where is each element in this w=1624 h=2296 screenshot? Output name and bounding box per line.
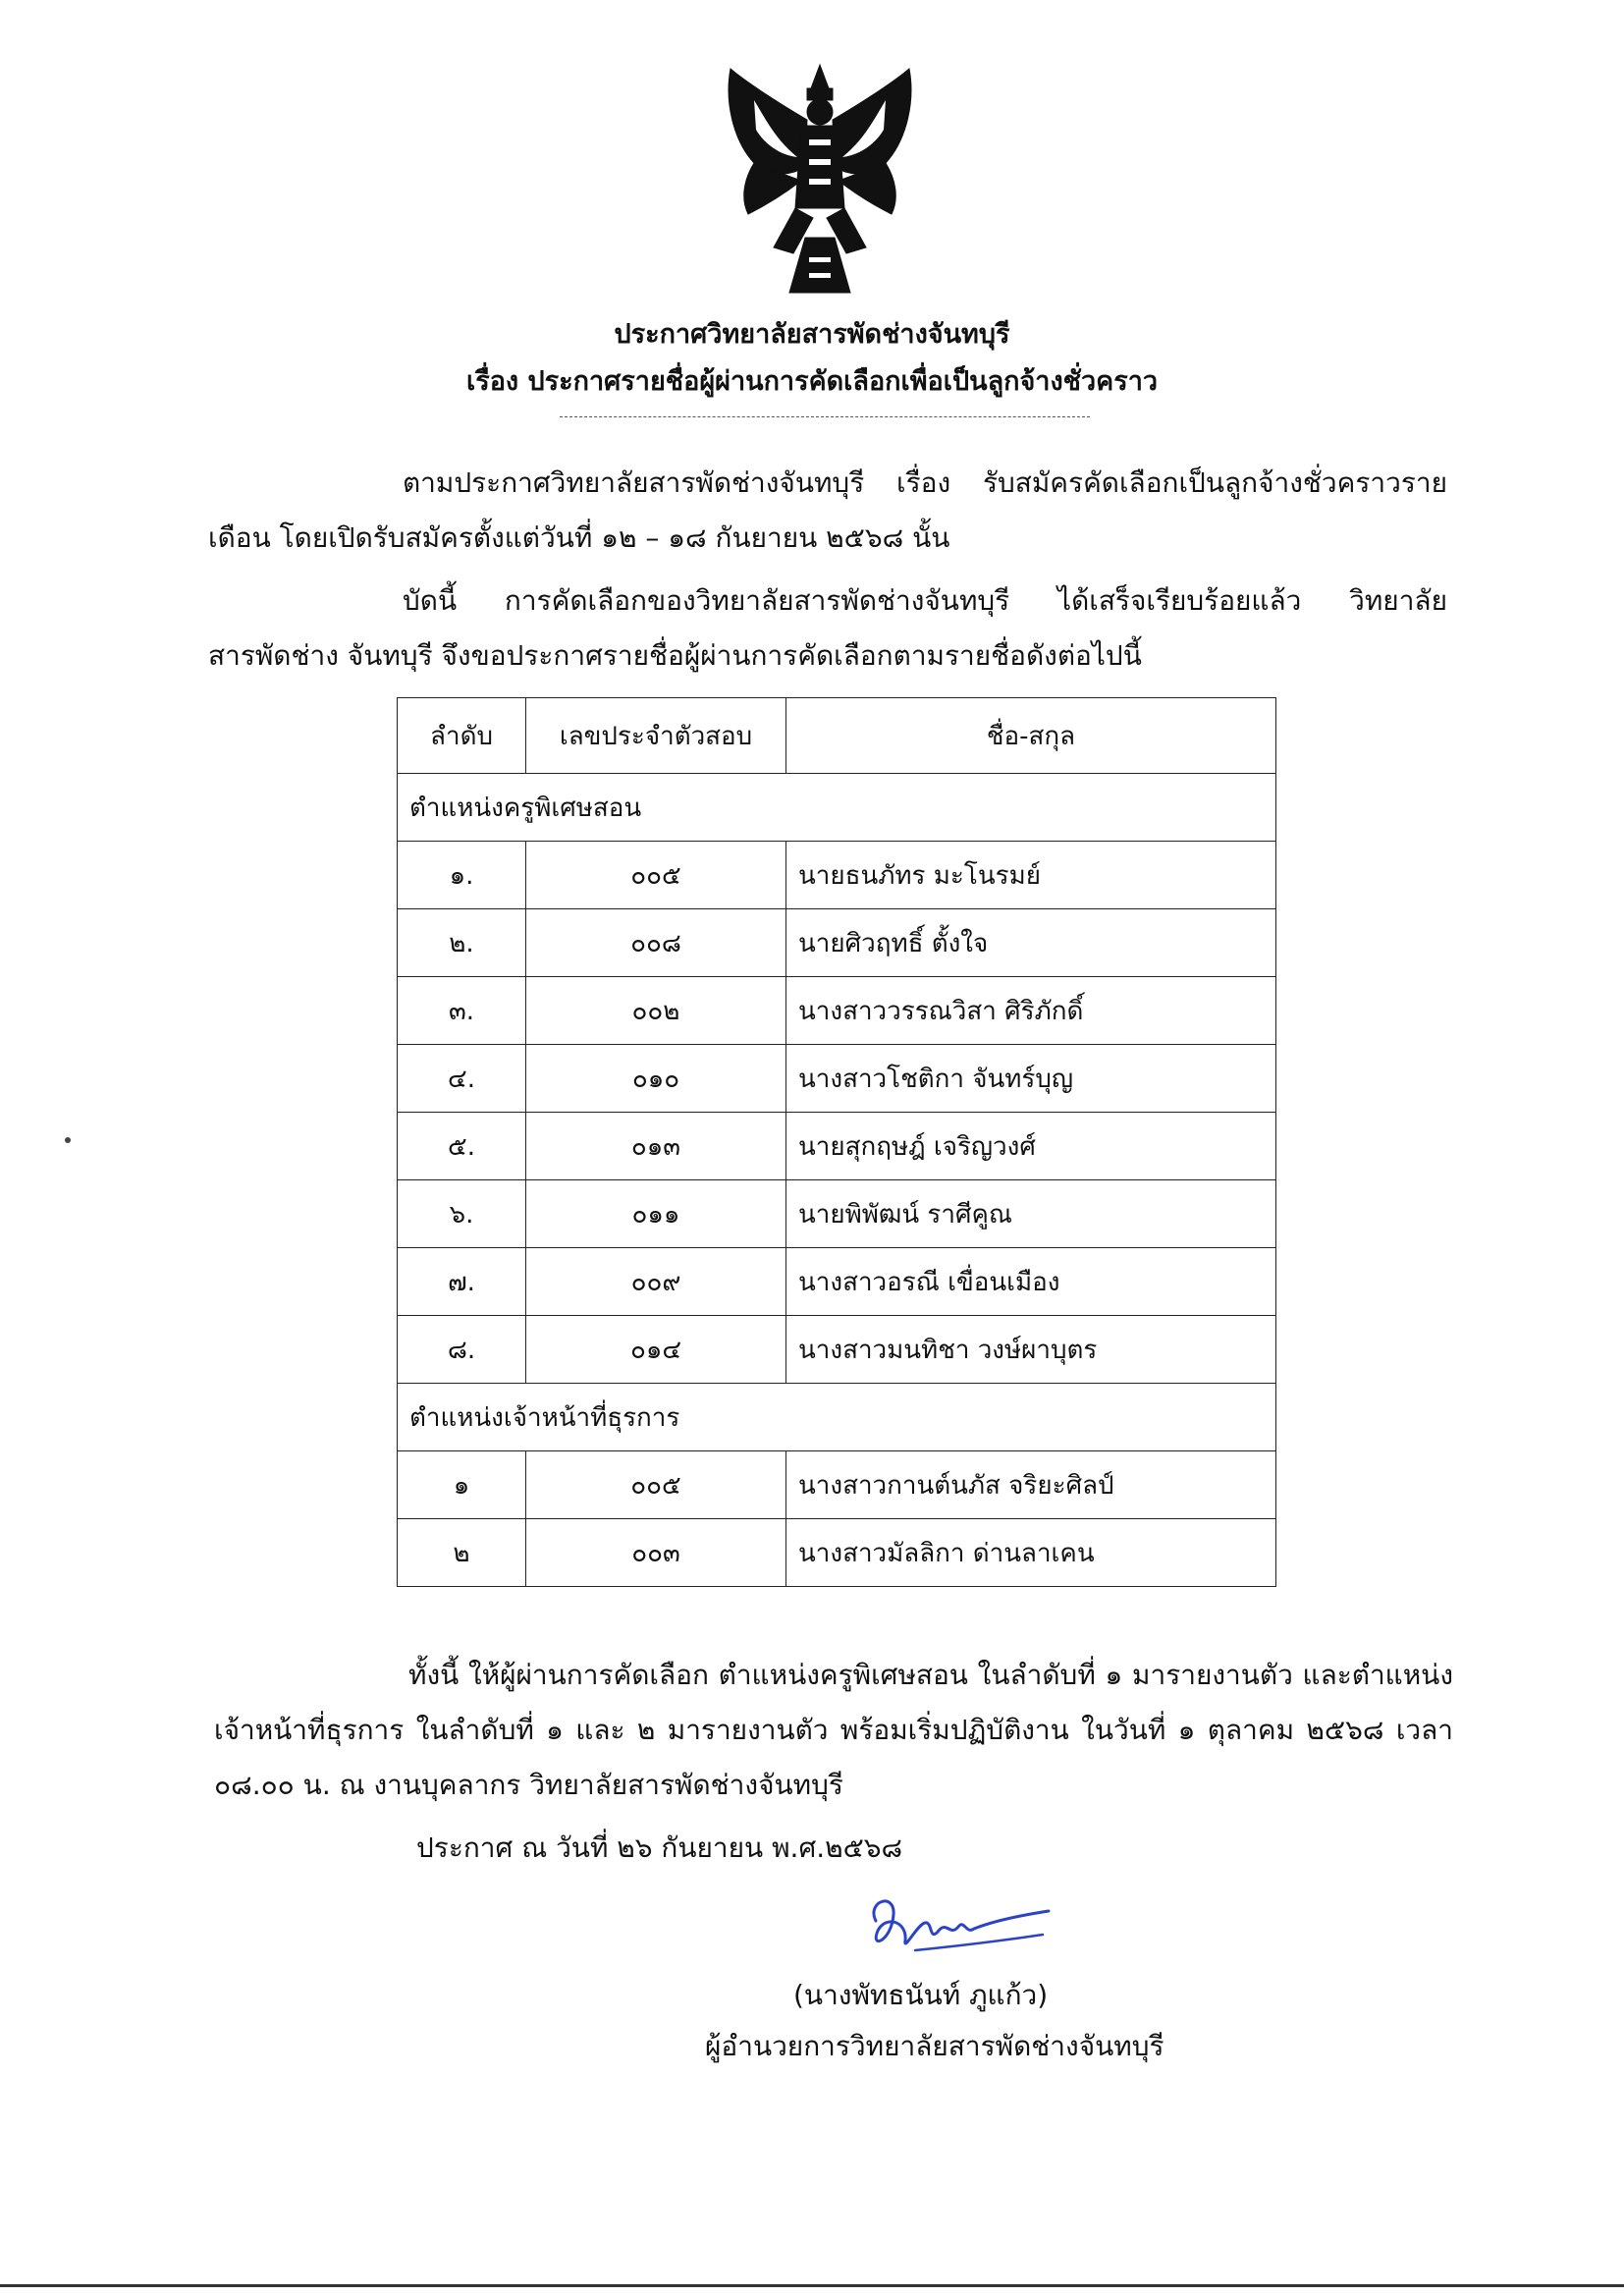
garuda-emblem-icon: [715, 61, 925, 301]
row-order: ๑: [398, 1451, 526, 1519]
row-name: นางสาววรรณวิสา ศิริภักดิ์: [786, 977, 1276, 1045]
row-order: ๒.: [398, 909, 526, 977]
row-exam-id: ๐๑๓: [526, 1113, 786, 1180]
signer-name: (นางพัทธนันท์ ภูแก้ว): [793, 1979, 1049, 2011]
table-row: [398, 909, 1276, 977]
row-exam-id: ๐๐๕: [526, 842, 786, 909]
row-name: นางสาวโชติกา จันทร์บุญ: [786, 1045, 1276, 1113]
row-exam-id: ๐๐๓: [526, 1519, 786, 1587]
row-order: ๒: [398, 1519, 526, 1587]
row-order: ๖.: [398, 1180, 526, 1248]
header-exam-id: เลขประจำตัวสอบ: [526, 698, 786, 774]
section-row-special-teacher: [398, 774, 1276, 842]
row-order: ๑.: [398, 842, 526, 909]
row-name: นายธนภัทร มะโนรมย์: [786, 842, 1276, 909]
header-full-name: ชื่อ-สกุล: [786, 698, 1276, 774]
section-title: ตำแหน่งครูพิเศษสอน: [398, 774, 1276, 842]
row-exam-id: ๐๑๑: [526, 1180, 786, 1248]
section-row-admin-officer: [398, 1384, 1276, 1451]
row-exam-id: ๐๐๘: [526, 909, 786, 977]
scan-speck: [65, 1137, 71, 1143]
row-exam-id: ๐๐๒: [526, 977, 786, 1045]
row-order: ๕.: [398, 1113, 526, 1180]
table-row: [398, 1045, 1276, 1113]
row-name: นางสาวกานต์นภัส จริยะศิลป์: [786, 1451, 1276, 1519]
document-title: ประกาศวิทยาลัยสารพัดช่างจันทบุรี: [614, 319, 1010, 350]
row-name: นายสุกฤษฎ์ เจริญวงศ์: [786, 1113, 1276, 1180]
title-divider: [560, 416, 1090, 417]
document-subject: เรื่อง ประกาศรายชื่อผู้ผ่านการคัดเลือกเพื่อเป็นลูกจ้างชั่วคราว: [465, 366, 1159, 397]
row-order: ๘.: [398, 1316, 526, 1384]
table-row: [398, 1180, 1276, 1248]
row-exam-id: ๐๑๐: [526, 1045, 786, 1113]
closing-paragraph: ทั้งนี้ ให้ผู้ผ่านการคัดเลือก ตำแหน่งครูพิเศษสอน ในลำดับที่ ๑ มารายงานตัว และตำแหน่ง เจ้าหน้าที่ธุรการ ในลำดับที่ ๑ และ ๒ มารายงานตัว พร้อมเริ่มปฏิบัติงาน ในวันที่ ๑ ตุลาคม ๒๕๖๘ เวลา ๐๘.๐๐ น. ณ งานบุคลากร วิทยาลัยสารพัดช่างจันทบุรี: [214, 1659, 1453, 1801]
row-exam-id: ๐๑๔: [526, 1316, 786, 1384]
table-row: [398, 977, 1276, 1045]
selected-candidates-table: [397, 697, 1276, 1587]
row-name: นางสาวมนทิชา วงษ์ผาบุตร: [786, 1316, 1276, 1384]
handwritten-signature-icon: [856, 1882, 1053, 1970]
table-row: [398, 1248, 1276, 1316]
row-exam-id: ๐๐๙: [526, 1248, 786, 1316]
table-row: [398, 842, 1276, 909]
row-name: นางสาวอรณี เขื่อนเมือง: [786, 1248, 1276, 1316]
intro-paragraph: ตามประกาศวิทยาลัยสารพัดช่างจันทบุรี เรื่อง รับสมัครคัดเลือกเป็นลูกจ้างชั่วคราวรายเดือน โดยเปิดรับสมัครตั้งแต่วันที่ ๑๒ – ๑๘ กันยายน ๒๕๖๘ นั้น: [208, 466, 1447, 554]
announcement-paragraph: บัดนี้ การคัดเลือกของวิทยาลัยสารพัดช่างจันทบุรี ได้เสร็จเรียบร้อยแล้ว วิทยาลัยสารพัดช่าง จันทบุรี จึงขอประกาศรายชื่อผู้ผ่านการคัดเลือกตามรายชื่อดังต่อไปนี้: [208, 584, 1447, 672]
header-order: ลำดับ: [398, 698, 526, 774]
table-header-row: [398, 698, 1276, 774]
row-name: นายพิพัฒน์ ราศีคูณ: [786, 1180, 1276, 1248]
row-name: นางสาวมัลลิกา ด่านลาเคน: [786, 1519, 1276, 1587]
row-order: ๔.: [398, 1045, 526, 1113]
row-order: ๗.: [398, 1248, 526, 1316]
scan-bottom-edge: [0, 2284, 1624, 2287]
row-order: ๓.: [398, 977, 526, 1045]
table-row: [398, 1519, 1276, 1587]
row-exam-id: ๐๐๕: [526, 1451, 786, 1519]
table-row: [398, 1451, 1276, 1519]
signer-position: ผู้อำนวยการวิทยาลัยสารพัดช่างจันทบุรี: [705, 2030, 1164, 2062]
section-title: ตำแหน่งเจ้าหน้าที่ธุรการ: [398, 1384, 1276, 1451]
table-row: [398, 1316, 1276, 1384]
announcement-date: ประกาศ ณ วันที่ ๒๖ กันยายน พ.ศ.๒๕๖๘: [416, 1831, 903, 1864]
table-row: [398, 1113, 1276, 1180]
row-name: นายศิวฤทธิ์ ตั้งใจ: [786, 909, 1276, 977]
